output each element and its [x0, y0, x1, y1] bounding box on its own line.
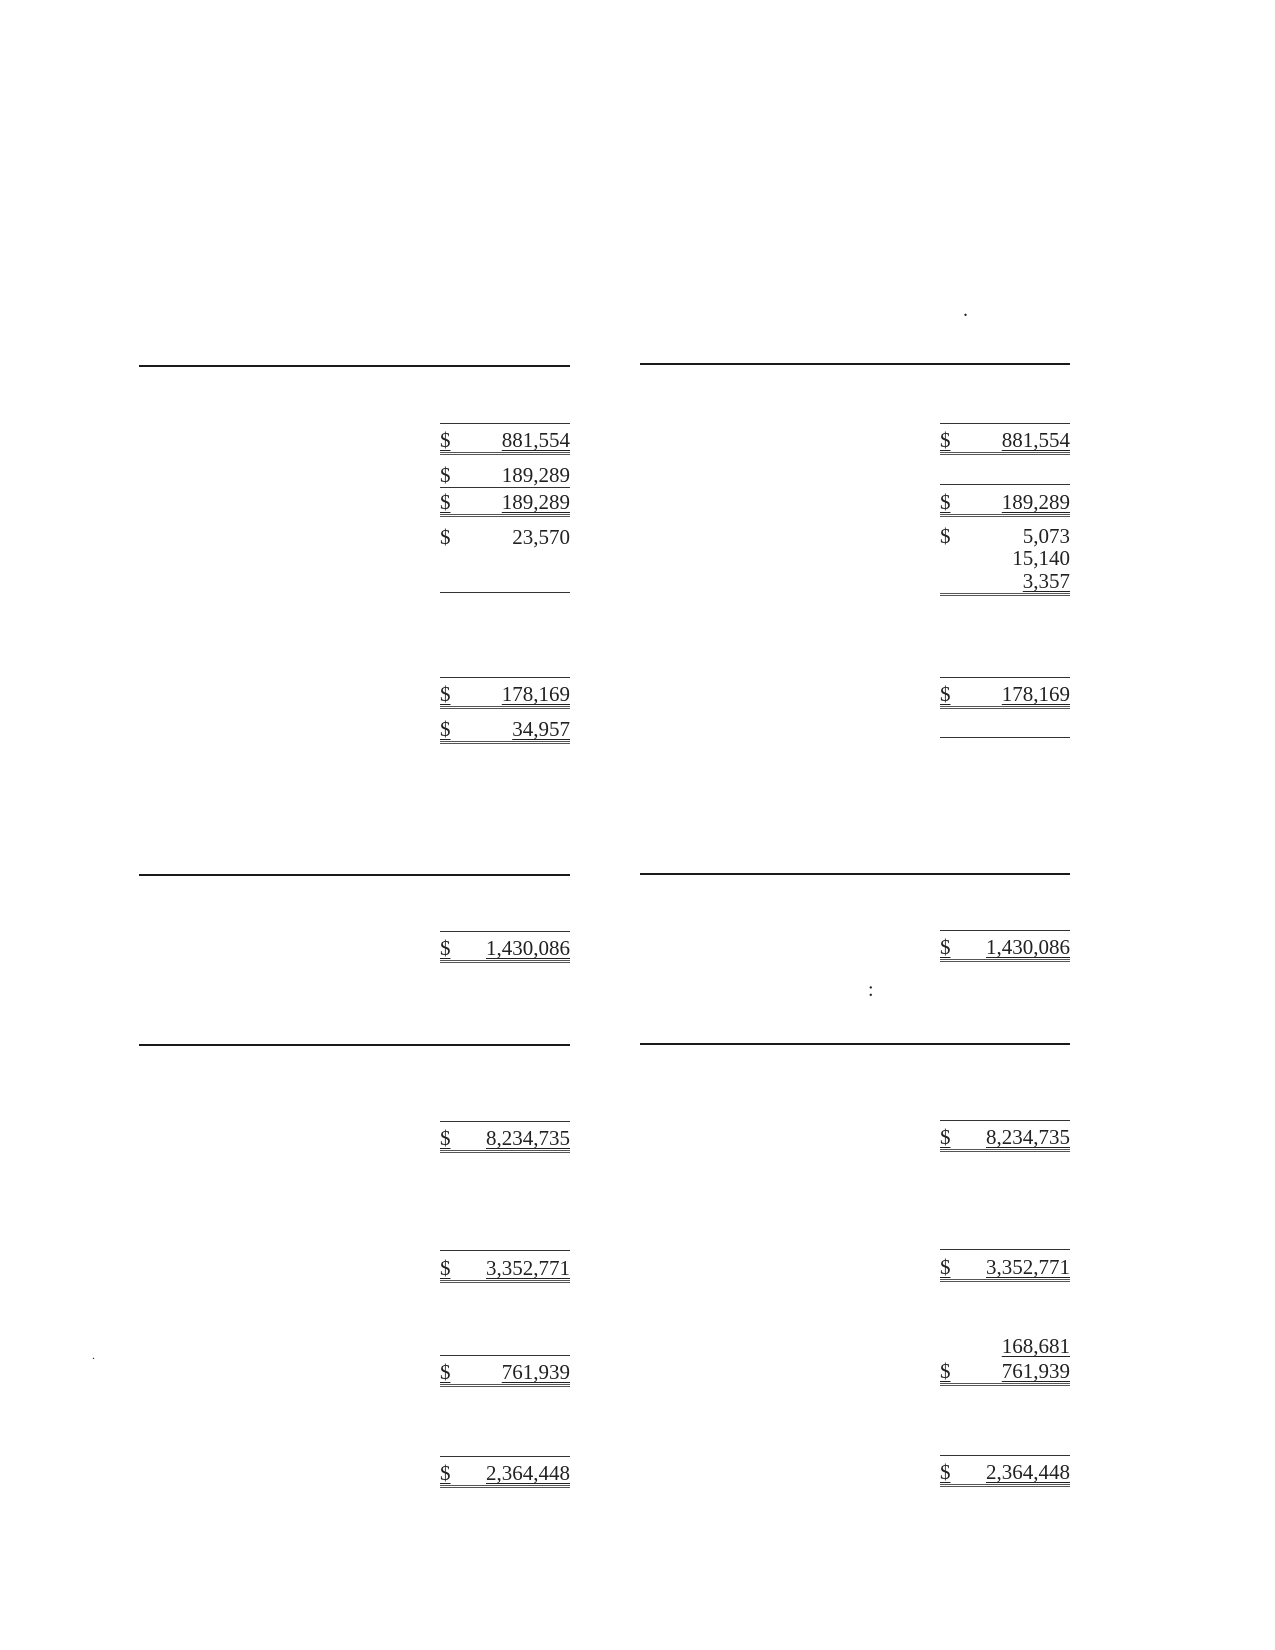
currency-sign: $: [940, 1125, 951, 1149]
period-mark: .: [963, 299, 968, 321]
currency-sign: $: [440, 525, 451, 549]
left-subtotal-line-2: [440, 487, 570, 488]
amount-value: 761,939: [501, 1360, 570, 1384]
left-amount-9: [440, 1256, 570, 1283]
amount-value: 5,073: [1022, 524, 1070, 548]
currency-sign: $: [440, 717, 451, 741]
currency-sign: $: [940, 490, 951, 514]
amount-value: 189,289: [501, 490, 570, 514]
right-subtotal-line-4: [940, 737, 1070, 738]
amount-value: 8,234,735: [486, 1126, 570, 1150]
left-section-rule-2: [139, 874, 570, 876]
currency-sign: $: [440, 1256, 451, 1280]
amount-value: 3,352,771: [986, 1255, 1070, 1279]
right-subtotal-line-3: [940, 677, 1070, 678]
left-subtotal-line-6: [440, 1121, 570, 1122]
amount-value: 881,554: [501, 428, 570, 452]
amount-value: 178,169: [501, 682, 570, 706]
right-section-rule-3: [640, 1043, 1070, 1045]
right-amount-5: [940, 935, 1070, 962]
currency-sign: $: [440, 428, 451, 452]
right-amount-2: [940, 490, 1070, 517]
right-amount-6: [940, 1125, 1070, 1152]
amount-value: 8,234,735: [986, 1125, 1070, 1149]
left-subtotal-line-8: [440, 1355, 570, 1356]
left-amount-1: [440, 428, 570, 455]
currency-sign: $: [440, 682, 451, 706]
amount-value: 34,957: [512, 717, 570, 741]
left-section-rule-1: [139, 365, 570, 367]
left-amount-4: [440, 525, 570, 549]
amount-value: 761,939: [1001, 1359, 1070, 1383]
currency-sign: $: [440, 1126, 451, 1150]
amount-value: 189,289: [1001, 490, 1070, 514]
right-subtotal-line-1: [940, 423, 1070, 424]
right-section-rule-2: [640, 873, 1070, 875]
right-amount-1: [940, 428, 1070, 455]
currency-sign: $: [440, 936, 451, 960]
left-subtotal-line-4: [440, 677, 570, 678]
speck-mark: .: [92, 1348, 95, 1362]
right-amount-8: 168,681: [1001, 1334, 1070, 1358]
amount-value: 881,554: [1001, 428, 1070, 452]
amount-value: 1,430,086: [486, 936, 570, 960]
currency-sign: $: [440, 490, 451, 514]
currency-sign: $: [440, 1360, 451, 1384]
right-amount-3c: 3,357: [940, 569, 1070, 596]
currency-sign: $: [940, 1255, 951, 1279]
currency-sign: $: [940, 935, 951, 959]
right-subtotal-line-8: [940, 1455, 1070, 1456]
left-amount-7: [440, 936, 570, 963]
left-amount-2: [440, 463, 570, 487]
right-amount-3: [940, 524, 1070, 548]
right-amount-10: [940, 1460, 1070, 1487]
left-subtotal-line-1: [440, 423, 570, 424]
left-amount-10: [440, 1360, 570, 1387]
left-subtotal-line-5: [440, 931, 570, 932]
currency-sign: $: [940, 524, 951, 548]
left-amount-11: [440, 1461, 570, 1488]
right-subtotal-line-2: [940, 484, 1070, 485]
currency-sign: $: [440, 1461, 451, 1485]
right-amount-4: [940, 682, 1070, 709]
left-amount-8: [440, 1126, 570, 1153]
right-subtotal-line-6: [940, 1120, 1070, 1121]
currency-sign: $: [440, 463, 451, 487]
amount-value: 2,364,448: [486, 1461, 570, 1485]
right-section-rule-1: [640, 363, 1070, 365]
left-amount-5: [440, 682, 570, 709]
currency-sign: $: [940, 682, 951, 706]
left-amount-6: [440, 717, 570, 744]
left-subtotal-line-9: [440, 1456, 570, 1457]
amount-value: 23,570: [512, 525, 570, 549]
left-section-rule-3: [139, 1044, 570, 1046]
amount-value: 2,364,448: [986, 1460, 1070, 1484]
right-subtotal-line-7: [940, 1249, 1070, 1250]
colon-mark: :: [868, 979, 874, 1001]
currency-sign: $: [940, 428, 951, 452]
amount-value: 3,352,771: [486, 1256, 570, 1280]
left-amount-3: [440, 490, 570, 517]
right-amount-7: [940, 1255, 1070, 1282]
left-subtotal-line-3: [440, 592, 570, 593]
right-amount-9: [940, 1359, 1070, 1386]
currency-sign: $: [940, 1359, 951, 1383]
currency-sign: $: [940, 1460, 951, 1484]
right-subtotal-line-5: [940, 930, 1070, 931]
left-subtotal-line-7: [440, 1250, 570, 1251]
right-amount-3b: 15,140: [1012, 546, 1070, 570]
amount-value: 178,169: [1001, 682, 1070, 706]
amount-value: 189,289: [501, 463, 570, 487]
amount-value: 1,430,086: [986, 935, 1070, 959]
